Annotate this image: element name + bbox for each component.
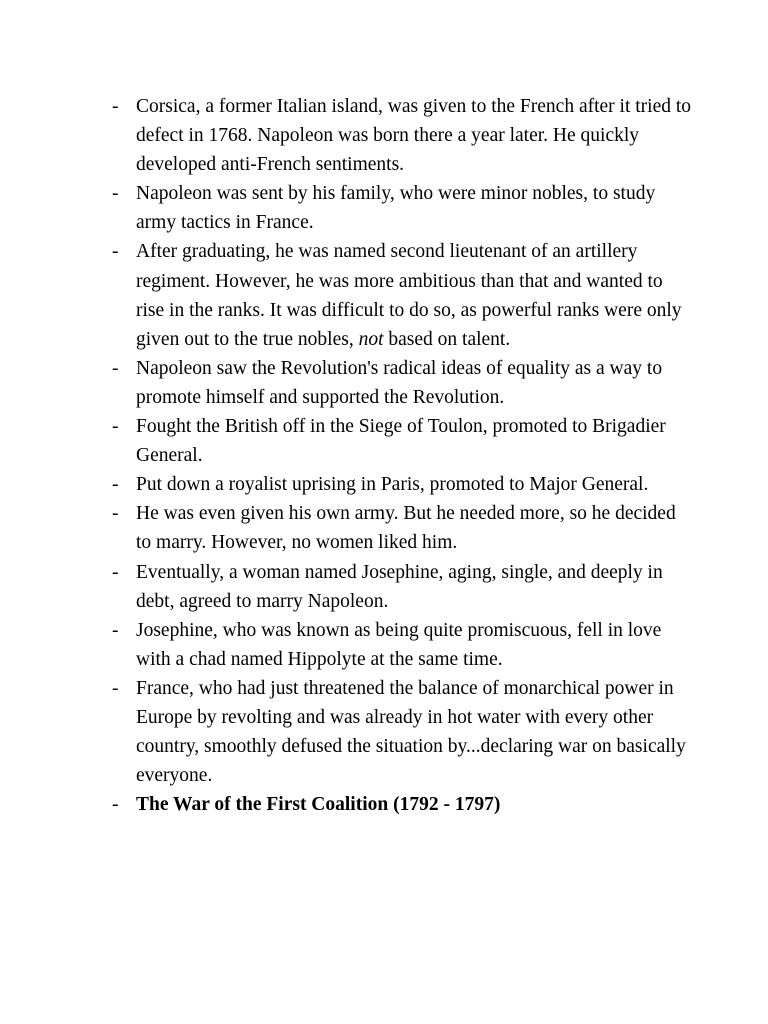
list-item: [112, 92, 692, 179]
bullet-dash: -: [112, 96, 119, 117]
bullet-dash: -: [112, 183, 119, 205]
list-item: [112, 558, 692, 616]
section-heading-item: [112, 790, 692, 819]
bullet-dash: -: [112, 619, 119, 641]
list-item: [112, 499, 692, 557]
list-item-text: France, who had just threatened the balance of monarchical power in Europe by revolting and was already in hot water with every other country, smoothly defused the situation by...declaring war on basically everyone.: [136, 677, 686, 787]
list-item-text: Napoleon was sent by his family, who were minor nobles, to study army tactics in France.: [136, 183, 656, 234]
bullet-dash: -: [112, 416, 119, 438]
list-item-text: Corsica, a former Italian island, was given to the French after it tried to defect in 1768. Napoleon was born there a year later. He quickly developed anti-French sentiments.: [136, 96, 692, 176]
list-item: [112, 237, 692, 353]
section-heading: The War of the First Coalition (1792 - 1797): [136, 794, 501, 816]
list-item: [112, 616, 692, 674]
bullet-dash: -: [112, 357, 119, 379]
bullet-dash: -: [112, 561, 119, 583]
bullet-dash: -: [112, 503, 119, 525]
emphasis-text: not: [358, 328, 384, 350]
list-item-text: Put down a royalist uprising in Paris, promoted to Major General.: [136, 474, 649, 496]
list-item-text: based on talent.: [383, 328, 511, 350]
list-item: [112, 470, 692, 499]
list-item-text: He was even given his own army. But he needed more, so he decided to marry. However, no women liked him.: [136, 503, 676, 554]
list-item: [112, 179, 692, 237]
list-item-text: Napoleon saw the Revolution's radical ideas of equality as a way to promote himself and supported the Revolution.: [136, 357, 663, 408]
bullet-dash: -: [112, 794, 119, 816]
list-item-text: Fought the British off in the Siege of Toulon, promoted to Brigadier General.: [136, 416, 666, 467]
bullet-dash: -: [112, 241, 119, 263]
list-item-text: After graduating, he was named second lieutenant of an artillery regiment. However, he was more ambitious than that and wanted to rise in the ranks. It was difficult to do so, as powerful ranks were only given out to the true nobles,: [136, 241, 682, 350]
list-item: [112, 412, 692, 470]
list-item: [112, 674, 692, 790]
bullet-dash: -: [112, 474, 119, 496]
bullet-list: [112, 92, 692, 819]
list-item-text: Eventually, a woman named Josephine, aging, single, and deeply in debt, agreed to marry Napoleon.: [136, 561, 663, 612]
list-item-text: Josephine, who was known as being quite promiscuous, fell in love with a chad named Hippolyte at the same time.: [136, 619, 662, 670]
bullet-dash: -: [112, 677, 119, 699]
list-item: [112, 354, 692, 412]
